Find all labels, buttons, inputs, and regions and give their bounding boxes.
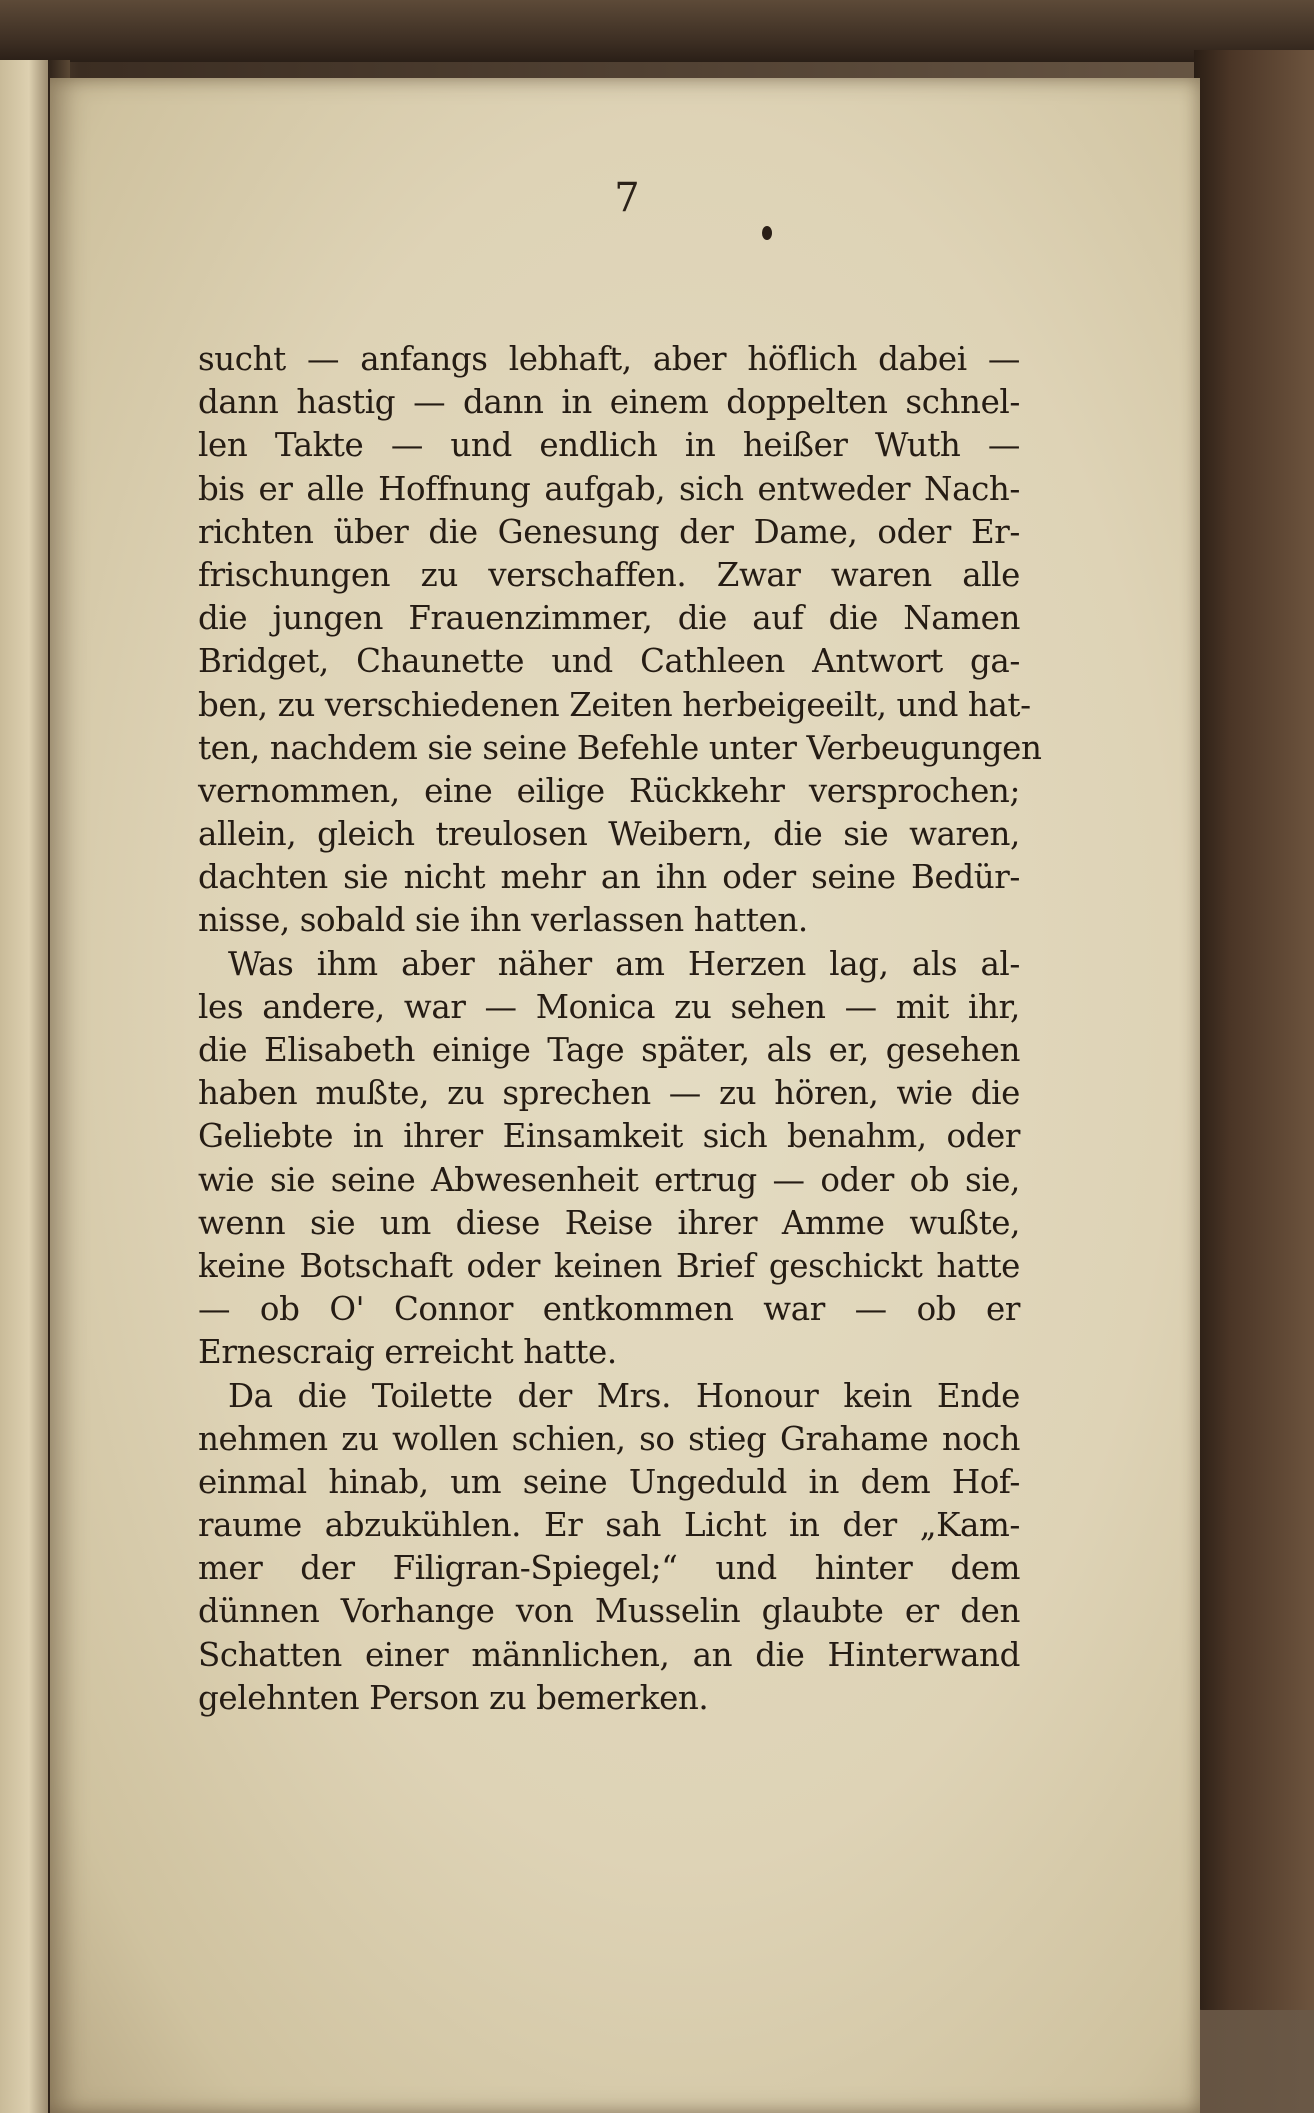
text-line: nisse, sobald sie ihn verlassen hatten. — [198, 901, 808, 940]
book-cover-top — [0, 0, 1314, 62]
text-line: nehmen zu wollen schien, so stieg Grahame noch — [198, 1419, 1020, 1458]
text-line: dachten sie nicht mehr an ihn oder seine Bedür- — [198, 858, 1020, 897]
text-line: wenn sie um diese Reise ihrer Amme wußte, — [198, 1203, 1020, 1242]
text-line: dann hastig — dann in einem doppelten schnel- — [198, 383, 1020, 422]
facing-page-edge — [0, 60, 48, 2113]
text-line: mer der Filigran-Spiegel;“ und hinter dem — [198, 1549, 1020, 1588]
text-line: allein, gleich treulosen Weibern, die sie waren, — [198, 815, 1020, 854]
text-line: Was ihm aber näher am Herzen lag, als al- — [228, 944, 1020, 983]
text-line: Da die Toilette der Mrs. Honour kein Ende — [228, 1376, 1020, 1415]
page-number: 7 — [614, 175, 640, 221]
text-line: bis er alle Hoffnung aufgab, sich entweder Nach- — [198, 469, 1020, 508]
text-line: len Takte — und endlich in heißer Wuth — — [198, 426, 1020, 465]
body-text — [198, 338, 1042, 1720]
text-line: Bridget, Chaunette und Cathleen Antwort ga- — [198, 642, 1020, 681]
text-line: gelehnten Person zu bemerken. — [198, 1678, 709, 1717]
text-line: die jungen Frauenzimmer, die auf die Namen — [198, 599, 1020, 638]
text-line: les andere, war — Monica zu sehen — mit ihr, — [198, 987, 1020, 1026]
text-line: dünnen Vorhange von Musselin glaubte er den — [198, 1592, 1020, 1631]
text-line: richten über die Genesung der Dame, oder Er- — [198, 512, 1020, 551]
text-line: Geliebte in ihrer Einsamkeit sich benahm, oder — [198, 1117, 1020, 1156]
text-line: frischungen zu verschaffen. Zwar waren alle — [198, 555, 1020, 594]
text-line: Ernescraig erreicht hatte. — [198, 1333, 617, 1372]
text-line: die Elisabeth einige Tage später, als er, gesehen — [198, 1031, 1020, 1069]
ink-spot — [762, 226, 772, 240]
text-line: ben, zu verschiedenen Zeiten herbeigeeilt, und hat- — [198, 685, 1031, 724]
text-line: haben mußte, zu sprechen — zu hören, wie die — [198, 1074, 1020, 1113]
book-cover-right — [1194, 50, 1314, 2010]
text-line: — ob O' Connor entkommen war — ob er — [198, 1290, 1020, 1329]
text-line: keine Botschaft oder keinen Brief geschickt hatte — [198, 1246, 1020, 1285]
text-line: Schatten einer männlichen, an die Hinterwand — [198, 1635, 1020, 1674]
text-line: wie sie seine Abwesenheit ertrug — oder ob sie, — [198, 1160, 1020, 1199]
text-line: sucht — anfangs lebhaft, aber höflich dabei — — [198, 340, 1020, 378]
text-line: raume abzukühlen. Er sah Licht in der „Kam- — [198, 1506, 1020, 1545]
text-line: vernommen, eine eilige Rückkehr versprochen; — [198, 771, 1020, 810]
text-line: ten, nachdem sie seine Befehle unter Verbeugungen — [198, 728, 1042, 767]
text-line: einmal hinab, um seine Ungeduld in dem Hof- — [198, 1462, 1020, 1501]
